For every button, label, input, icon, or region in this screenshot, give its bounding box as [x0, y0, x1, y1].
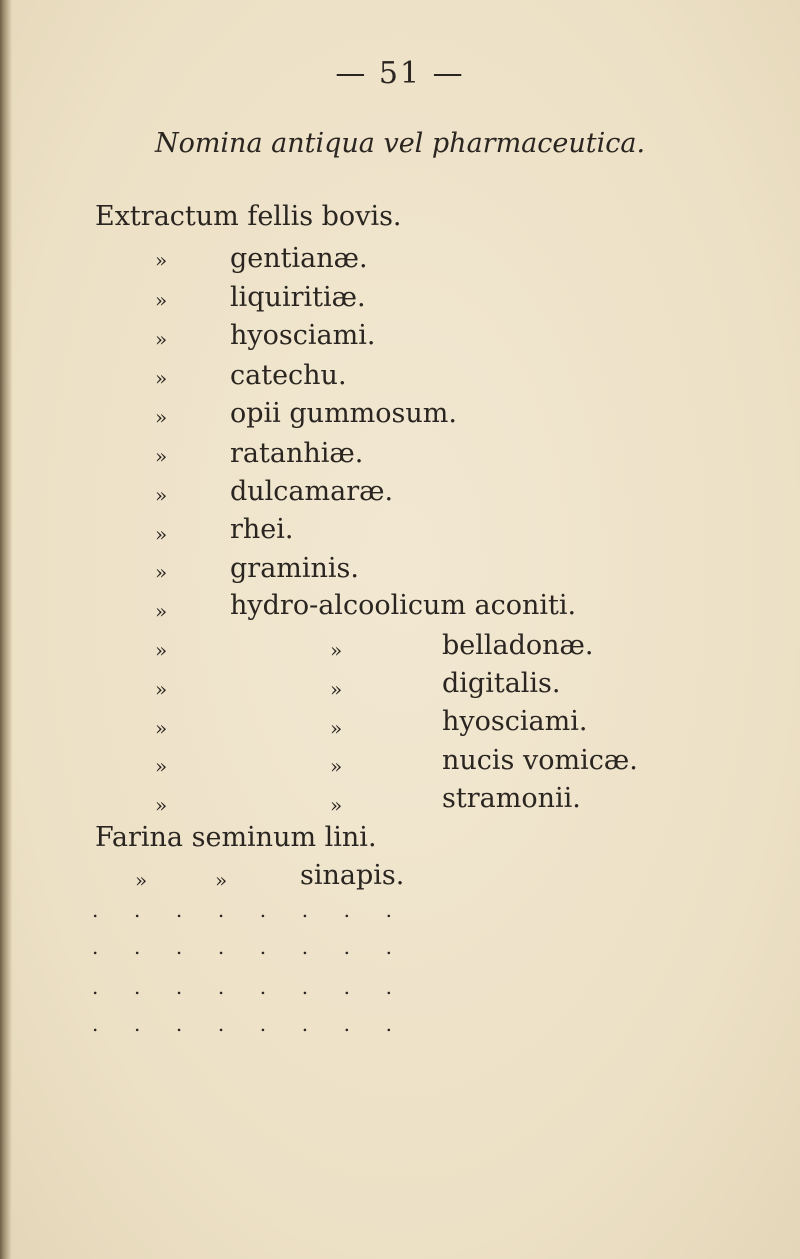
entry-rhei: rhei.	[230, 514, 294, 545]
dot: .	[133, 1012, 141, 1036]
dot: .	[301, 1012, 309, 1036]
ditto-mark: »	[155, 560, 168, 584]
ditto-mark: »	[155, 327, 168, 351]
ditto-mark: »	[155, 248, 168, 272]
entry-hyosciami-alcoolicum: hyosciami.	[442, 706, 588, 737]
dot-leader-row	[92, 898, 392, 922]
ditto-mark: »	[155, 444, 168, 468]
dot: .	[92, 898, 99, 922]
dot: .	[175, 1012, 183, 1036]
dot: .	[92, 935, 99, 959]
entry-sinapis: sinapis.	[300, 860, 405, 891]
dot: .	[301, 975, 309, 999]
dot: .	[259, 975, 267, 999]
entry-ratanhiae: ratanhiæ.	[230, 438, 364, 469]
dot: .	[133, 975, 141, 999]
dot: .	[92, 1012, 99, 1036]
dot: .	[343, 935, 350, 959]
dot: .	[133, 935, 141, 959]
book-spine-edge	[0, 0, 12, 1259]
entry-catechu: catechu.	[230, 360, 347, 391]
entry-opii-gummosum: opii gummosum.	[230, 398, 457, 429]
entry-nucis-vomicae: nucis vomicæ.	[442, 745, 638, 776]
dot: .	[385, 975, 392, 999]
dot: .	[217, 1012, 225, 1036]
dot: .	[343, 975, 350, 999]
dot-leader-row	[92, 1012, 392, 1036]
dot: .	[133, 898, 141, 922]
ditto-mark: »	[330, 716, 343, 740]
dot: .	[175, 935, 183, 959]
ditto-mark: »	[330, 754, 343, 778]
ditto-mark: »	[215, 868, 228, 892]
entry-farina-seminum-lini: Farina seminum lini.	[95, 822, 377, 853]
ditto-mark: »	[155, 522, 168, 546]
dot: .	[343, 1012, 350, 1036]
dot: .	[259, 898, 267, 922]
dot: .	[175, 898, 183, 922]
dot: .	[301, 935, 309, 959]
entry-digitalis: digitalis.	[442, 668, 561, 699]
entry-hydro-alcoolicum-aconiti: hydro-alcoolicum aconiti.	[230, 590, 577, 621]
ditto-mark: »	[155, 638, 168, 662]
ditto-mark: »	[155, 793, 168, 817]
dot-leader-row	[92, 975, 392, 999]
entry-stramonii: stramonii.	[442, 783, 581, 814]
ditto-mark: »	[155, 366, 168, 390]
ditto-mark: »	[330, 677, 343, 701]
dot: .	[217, 935, 225, 959]
dot: .	[259, 1012, 267, 1036]
dot: .	[343, 898, 350, 922]
ditto-mark: »	[155, 754, 168, 778]
dot-leader-row	[92, 935, 392, 959]
dot: .	[92, 975, 99, 999]
entry-belladonae: belladonæ.	[442, 630, 594, 661]
ditto-mark: »	[330, 793, 343, 817]
ditto-mark: »	[155, 288, 168, 312]
dot: .	[217, 898, 225, 922]
page-number: — 51 —	[335, 56, 465, 91]
ditto-mark: »	[135, 868, 148, 892]
ditto-mark: »	[330, 638, 343, 662]
dot: .	[217, 975, 225, 999]
ditto-mark: »	[155, 599, 168, 623]
section-title: Nomina antiqua vel pharmaceutica.	[154, 128, 646, 159]
dot: .	[175, 975, 183, 999]
ditto-mark: »	[155, 677, 168, 701]
entry-dulcamarae: dulcamaræ.	[230, 476, 394, 507]
entry-extractum-fellis-bovis: Extractum fellis bovis.	[95, 201, 402, 232]
entry-graminis: graminis.	[230, 553, 359, 584]
dot: .	[385, 898, 392, 922]
entry-hyosciami: hyosciami.	[230, 320, 376, 351]
ditto-mark: »	[155, 716, 168, 740]
dot: .	[385, 1012, 392, 1036]
dot: .	[301, 898, 309, 922]
entry-gentianae: gentianæ.	[230, 243, 368, 274]
dot: .	[385, 935, 392, 959]
dot: .	[259, 935, 267, 959]
ditto-mark: »	[155, 483, 168, 507]
ditto-mark: »	[155, 405, 168, 429]
entry-liquiritiae: liquiritiæ.	[230, 282, 366, 313]
